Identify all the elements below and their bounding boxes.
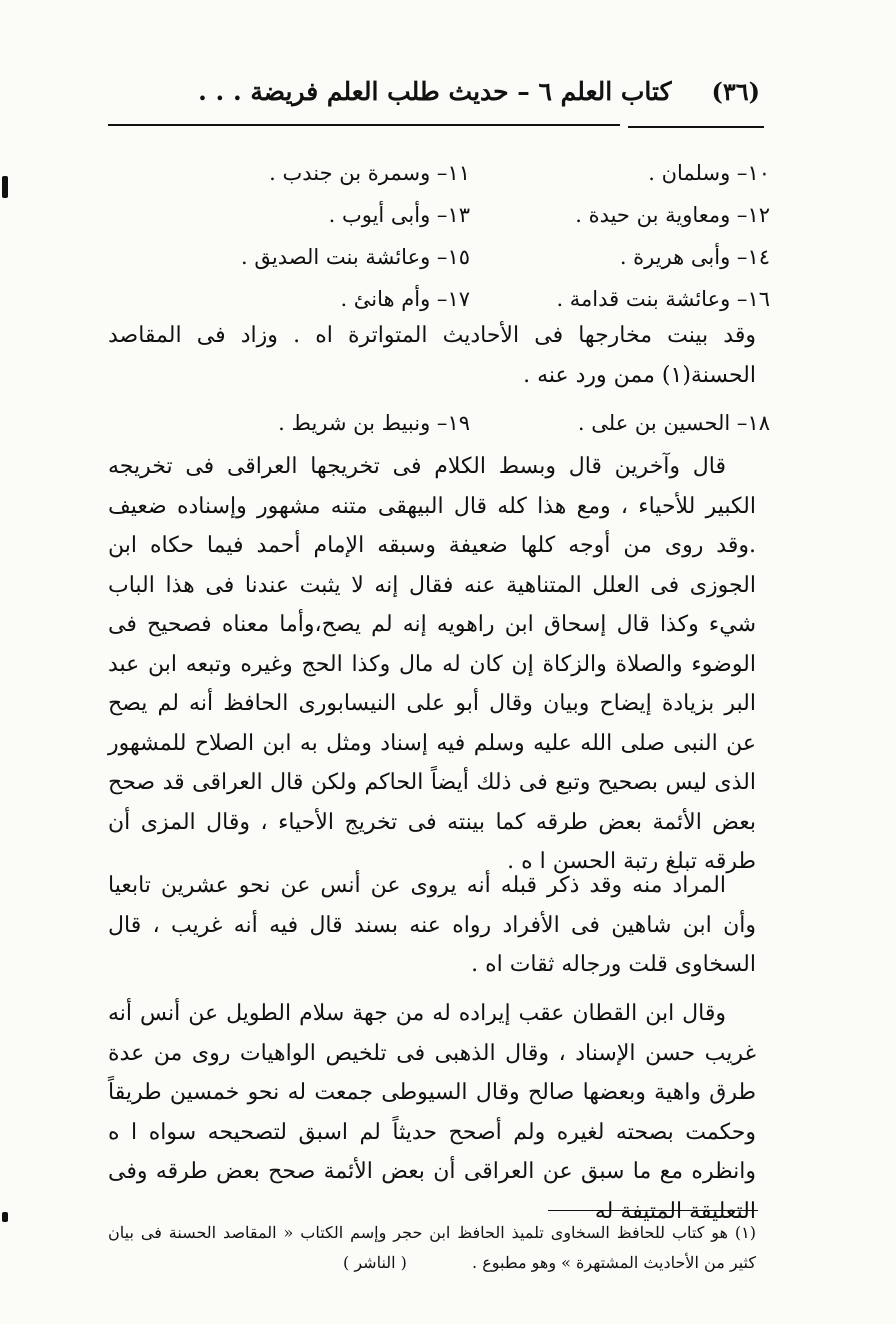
- running-title: كتاب العلم ٦ – حديث طلب العلم فريضة . . .: [198, 76, 672, 106]
- list-item: ١١– وسمرة بن جندب .: [269, 161, 470, 185]
- narrators-list-2: [170, 404, 770, 442]
- header-rule: [108, 124, 620, 126]
- list-item: ١٤– وأبى هريرة .: [619, 245, 770, 269]
- scan-edge-mark: [2, 1212, 8, 1222]
- intro-paragraph: وقد بينت مخارجها فى الأحاديث المتواترة اه . وزاد فى المقاصد الحسنة(١) ممن ورد عنه .: [108, 323, 756, 388]
- body-paragraph: قال وآخرين قال وبسط الكلام فى تخريجها العراقى فى تخريجه الكبير للأحياء ، ومع هذا كله قال البيهقى متنه مشهور وإسناده ضعيف .وقد روى من أوجه كلها ضعيفة وسبقه الإمام أحمد فيما حكاه ابن الجوزى فى العلل المتناهية عنه فقال إنه لا يثبت عندنا فى هذا الباب شيء وكذا قال إسحاق ابن راهويه إنه لم يصح،وأما معناه فصحيح فى الوضوء والصلاة والزكاة إن كان له مال وكذا الحج وغيره وتبعه ابن عبد البر بزيادة إيضاح وبيان وقال أبو على النيسابورى الحافظ أنه لم يصح عن النبى صلى الله عليه وسلم فيه إسناد ومثل به ابن الصلاح للمشهور الذى ليس بصحيح وتبع فى ذلك أيضاً الحاكم ولكن قال العراقى قد صحح بعض الأئمة بعض طرقه كما بينته فى تخريج الأحياء ، وقال المزى أن طرقه تبلغ رتبة الحسن ا ه .: [108, 454, 756, 874]
- list-item: ١٩– ونبيط بن شريط .: [278, 411, 470, 435]
- footnote-text: (١) هو كتاب للحافظ السخاوى تلميذ الحافظ ابن حجر وإسم الكتاب « المقاصد الحسنة فى بيان كثير من الأحاديث المشتهرة » وهو مطبوع .: [108, 1223, 756, 1272]
- list-item: ١٦– وعائشة بنت قدامة .: [556, 287, 770, 311]
- body-paragraph: المراد منه وقد ذكر قبله أنه يروى عن أنس عن نحو عشرين تابعيا وأن ابن شاهين فى الأفراد رواه عنه بسند قال فيه أنه غريب ، قال السخاوى قلت ورجاله ثقات اه .: [108, 873, 756, 977]
- list-item: ١٥– وعائشة بنت الصديق .: [241, 245, 470, 269]
- page-number: (٣٦): [711, 76, 760, 106]
- page-header: [108, 70, 760, 112]
- footnote: [108, 1218, 756, 1278]
- list-item: ١٣– وأبى أيوب .: [328, 203, 470, 227]
- narrators-list: [170, 154, 770, 318]
- list-item: ١٢– ومعاوية بن حيدة .: [575, 203, 770, 227]
- list-item: ١٧– وأم هانئ .: [340, 287, 470, 311]
- footnote-publisher: ( الناشر ): [343, 1253, 407, 1272]
- scan-edge-mark: [2, 176, 8, 198]
- header-rule-short: [628, 126, 764, 128]
- list-item: ١٠– وسلمان .: [648, 161, 770, 185]
- body-paragraph: وقال ابن القطان عقب إيراده له من جهة سلام الطويل عن أنس أنه غريب حسن الإسناد ، وقال الذهبى فى تلخيص الواهيات روى من عدة طرق واهية وبعضها صالح وقال السيوطى جمعت له نحو خمسين طريقاً وحكمت بصحته لغيره ولم أصحح حديثاً لم اسبق لتصحيحه سواه ا ه وانظره مع ما سبق عن العراقى أن بعض الأئمة صحح بعض طرقه وفى التعليقة المتيفة له: [108, 1001, 756, 1224]
- footnote-rule: [548, 1210, 758, 1211]
- list-item: ١٨– الحسين بن على .: [577, 411, 770, 435]
